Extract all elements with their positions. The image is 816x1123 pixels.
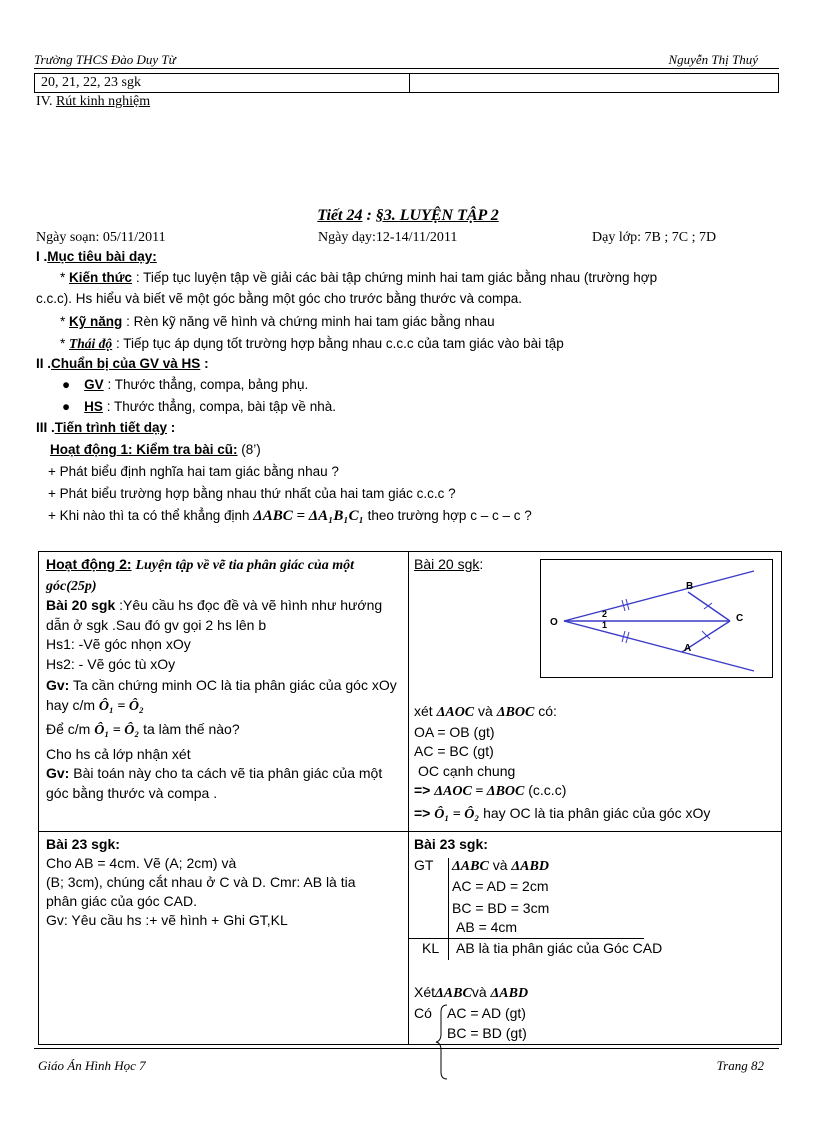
gt-label: GT bbox=[414, 857, 434, 873]
imp1-math: ΔAOC = ΔBOC bbox=[434, 784, 525, 799]
title-rest: §3. LUYỆN TẬP 2 bbox=[375, 207, 499, 224]
s3-heading: Tiến trình tiết dạy bbox=[54, 420, 168, 435]
gt-line1: AC = AD = 2cm bbox=[452, 878, 549, 894]
cond1: AC = AD (gt) bbox=[447, 1005, 526, 1021]
r20-title: Bài 20 sgk bbox=[414, 556, 480, 572]
thai-do-label: Thái độ bbox=[69, 336, 113, 351]
tri-boc: ΔBOC bbox=[496, 705, 535, 720]
gt-va: và bbox=[492, 857, 508, 873]
b20-label: Bài 20 sgk bbox=[46, 597, 116, 613]
ky-nang-text: : Rèn kỹ năng vẽ hình và chứng minh hai tam giác bằng nhau bbox=[126, 314, 495, 329]
kl-label: KL bbox=[422, 940, 440, 956]
hs-text: : Thước thẳng, compa, bài tập về nhà. bbox=[106, 399, 336, 414]
header-rule bbox=[34, 68, 779, 69]
footer-left: Giáo Án Hình Học 7 bbox=[38, 1058, 146, 1073]
section3-heading: III .Tiến trình tiết dạy : bbox=[36, 420, 176, 435]
va-word: và bbox=[478, 703, 493, 719]
prev-cell-right bbox=[410, 74, 779, 93]
xet2-tri-abc: ΔABC bbox=[435, 986, 472, 1001]
rut-num: IV. bbox=[36, 94, 53, 109]
gv2-label: Gv: bbox=[46, 765, 70, 781]
b23-label: Bài 23 sgk: bbox=[46, 836, 120, 852]
segment-bc bbox=[688, 592, 730, 621]
b23-line2: (B; 3cm), chúng cắt nhau ở C và D. Cmr: AB là tia bbox=[46, 874, 356, 890]
thai-do: * Thái độ : Tiếp tục áp dụng tốt trường hợp bằng nhau c.c.c của tam giác vào bài tập bbox=[60, 336, 564, 351]
ngay-soan: Ngày soạn: 05/11/2011 bbox=[36, 230, 166, 245]
ray-ox bbox=[564, 571, 754, 621]
question-1: + Phát biểu định nghĩa hai tam giác bằng nhau ? bbox=[48, 464, 339, 479]
proof-ac: AC = BC (gt) bbox=[414, 743, 494, 759]
section2-heading: II .Chuẩn bị của GV và HS : bbox=[36, 356, 209, 371]
gv2-text: Bài toán này cho ta cách vẽ tia phân giác của một góc bằng thước và compa . bbox=[46, 765, 383, 801]
header-teacher: Nguyễn Thị Thuý bbox=[668, 52, 758, 67]
gt-vertical-rule bbox=[448, 858, 449, 938]
title-lesson: Tiết 24 bbox=[317, 207, 363, 224]
table-divider-horizontal bbox=[38, 831, 782, 832]
section1-heading bbox=[36, 249, 157, 264]
xet2-tri-abd: ΔABD bbox=[490, 986, 529, 1001]
implies-1: => bbox=[414, 782, 431, 798]
de-cm-end: ta làm thế nào? bbox=[143, 721, 240, 737]
bai20-proof bbox=[414, 702, 779, 824]
title-sep: : bbox=[366, 207, 372, 224]
question-2: + Phát biểu trường hợp bằng nhau thứ nhất của hai tam giác c.c.c ? bbox=[48, 486, 456, 501]
r23-title: Bài 23 sgk: bbox=[414, 836, 488, 852]
prev-cell-left: 20, 21, 22, 23 sgk bbox=[35, 74, 410, 93]
question-3 bbox=[48, 508, 532, 525]
label-b: B bbox=[686, 581, 694, 592]
proof-oa: OA = OB (gt) bbox=[414, 723, 495, 740]
gv1-text: Ta cần chứng minh OC là tia phân giác của góc xOy hay c/m bbox=[46, 677, 397, 713]
ngay-day: Ngày dạy:12-14/11/2011 bbox=[318, 230, 458, 245]
rut-kinh-nghiem bbox=[36, 94, 150, 110]
table-divider-vertical bbox=[408, 551, 409, 1045]
hoat-dong-2-cell bbox=[46, 555, 401, 803]
gv-item: ● GV : Thước thẳng, compa, bảng phụ. bbox=[62, 377, 309, 392]
q3-b: theo trường hợp c – c – c ? bbox=[367, 508, 532, 523]
gv1-label: Gv: bbox=[46, 677, 70, 693]
hs1-task: Hs1: -Vẽ góc nhọn xOy bbox=[46, 636, 191, 652]
thai-do-text: : Tiếp tục áp dụng tốt trường hợp bằng nhau c.c.c của tam giác vào bài tập bbox=[115, 336, 564, 351]
kien-thuc-label: Kiến thức bbox=[69, 270, 133, 285]
q3-math: ΔABC = ΔA₁B₁C₁ bbox=[253, 508, 364, 524]
label-c: C bbox=[736, 613, 744, 624]
implies-2: => bbox=[414, 804, 431, 821]
bai23-left bbox=[46, 835, 401, 930]
kl-vertical-rule bbox=[448, 938, 449, 960]
q3-a: + Khi nào thì ta có thể khẳng định bbox=[48, 508, 250, 523]
hd2-label: Hoạt động 2: bbox=[46, 556, 132, 572]
hs-label: HS bbox=[84, 399, 103, 414]
ky-nang: * Kỹ năng : Rèn kỹ năng vẽ hình và chứng minh hai tam giác bằng nhau bbox=[60, 314, 495, 329]
s1-num: I . bbox=[36, 249, 48, 264]
s3-num: III . bbox=[36, 420, 55, 435]
label-angle-2: 2 bbox=[602, 609, 608, 619]
kl-text: AB là tia phân giác của Góc CAD bbox=[456, 940, 663, 956]
header-school: Trường THCS Đào Duy Từ bbox=[34, 52, 176, 67]
xet-word: xét bbox=[414, 703, 433, 719]
hd1-label: Hoạt động 1: Kiểm tra bài cũ: bbox=[50, 442, 238, 457]
hd2-title: Luyện tập về vẽ tia phân giác của một góc(25p) bbox=[46, 558, 354, 594]
gt-tri-abd: ΔABD bbox=[511, 859, 549, 874]
s2-heading: Chuẩn bị của GV và HS bbox=[51, 356, 201, 371]
rut-label: Rút kinh nghiệm bbox=[55, 94, 151, 109]
xet2-line bbox=[414, 983, 528, 1004]
hs2-task: Hs2: - Vẽ góc tù xOy bbox=[46, 655, 176, 672]
bai20-right-title bbox=[414, 555, 483, 575]
footer-rule bbox=[34, 1048, 779, 1049]
previous-lesson-table bbox=[34, 73, 779, 93]
day-lop: Dạy lớp: 7B ; 7C ; 7D bbox=[592, 230, 717, 245]
gt-line2: BC = BD = 3cm bbox=[452, 900, 550, 916]
gt-triangles bbox=[452, 856, 549, 877]
label-angle-1: 1 bbox=[602, 620, 608, 630]
xet2-va: và bbox=[471, 984, 487, 1000]
b23-line4: Gv: Yêu cầu hs :+ vẽ hình + Ghi GT,KL bbox=[46, 912, 288, 928]
b23-line3: phân giác của góc CAD. bbox=[46, 893, 197, 909]
imp1-tail: (c.c.c) bbox=[528, 782, 567, 798]
co2-label: Có bbox=[414, 1005, 432, 1021]
kien-thuc-cont: c.c.c). Hs hiểu và biết vẽ một góc bằng một góc cho trước bằng thước và compa. bbox=[36, 291, 522, 306]
cho-hs: Cho hs cả lớp nhận xét bbox=[46, 745, 191, 762]
ky-nang-label: Kỹ năng bbox=[69, 314, 123, 329]
de-cm: Để c/m bbox=[46, 721, 91, 737]
hd1-time: (8’) bbox=[241, 442, 261, 457]
s1-heading: Mục tiêu bài dạy: bbox=[47, 249, 157, 264]
imp2-tail: hay OC là tia phân giác của góc xOy bbox=[483, 804, 711, 821]
hoat-dong-1 bbox=[50, 442, 261, 457]
gv-label: GV bbox=[84, 377, 104, 392]
hs-item: ● HS : Thước thẳng, compa, bài tập về nhà. bbox=[62, 399, 336, 414]
angle-eq-1: Ô₁ = Ô₂ bbox=[98, 698, 144, 714]
label-o: O bbox=[550, 617, 558, 628]
gt-line3: AB = 4cm bbox=[456, 919, 518, 935]
b23-line1: Cho AB = 4cm. Vẽ (A; 2cm) và bbox=[46, 855, 237, 871]
xet2-word: Xét bbox=[414, 984, 436, 1000]
kien-thuc: * Kiến thức : Tiếp tục luyện tập về giải các bài tập chứng minh hai tam giác bằng nhau (trường hợp bbox=[60, 270, 658, 285]
angle-eq-3: Ô₁ = Ô₂ bbox=[434, 806, 480, 822]
b20-text: :Yêu cầu hs đọc đề và vẽ hình như hướng dẫn ở sgk .Sau đó gv gọi 2 hs lên b bbox=[46, 597, 383, 633]
s2-num: II . bbox=[36, 356, 52, 371]
kien-thuc-text: : Tiếp tục luyện tập về giải các bài tập chứng minh hai tam giác bằng nhau (trường hợp bbox=[135, 270, 658, 285]
cond2: BC = BD (gt) bbox=[447, 1025, 527, 1041]
bai20-figure bbox=[540, 559, 774, 679]
page-title bbox=[0, 207, 816, 225]
gv-text: : Thước thẳng, compa, bảng phụ. bbox=[107, 377, 309, 392]
ray-oy bbox=[564, 621, 754, 671]
proof-oc: OC cạnh chung bbox=[418, 762, 516, 779]
label-a: A bbox=[684, 643, 692, 654]
footer-right: Trang 82 bbox=[716, 1058, 764, 1073]
gt-tri-abc: ΔABC bbox=[452, 859, 489, 874]
co-word: có: bbox=[538, 703, 557, 719]
tri-aoc: ΔAOC bbox=[436, 705, 475, 720]
r20-colon: : bbox=[479, 556, 484, 572]
angle-eq-2: Ô₁ = Ô₂ bbox=[94, 723, 140, 738]
